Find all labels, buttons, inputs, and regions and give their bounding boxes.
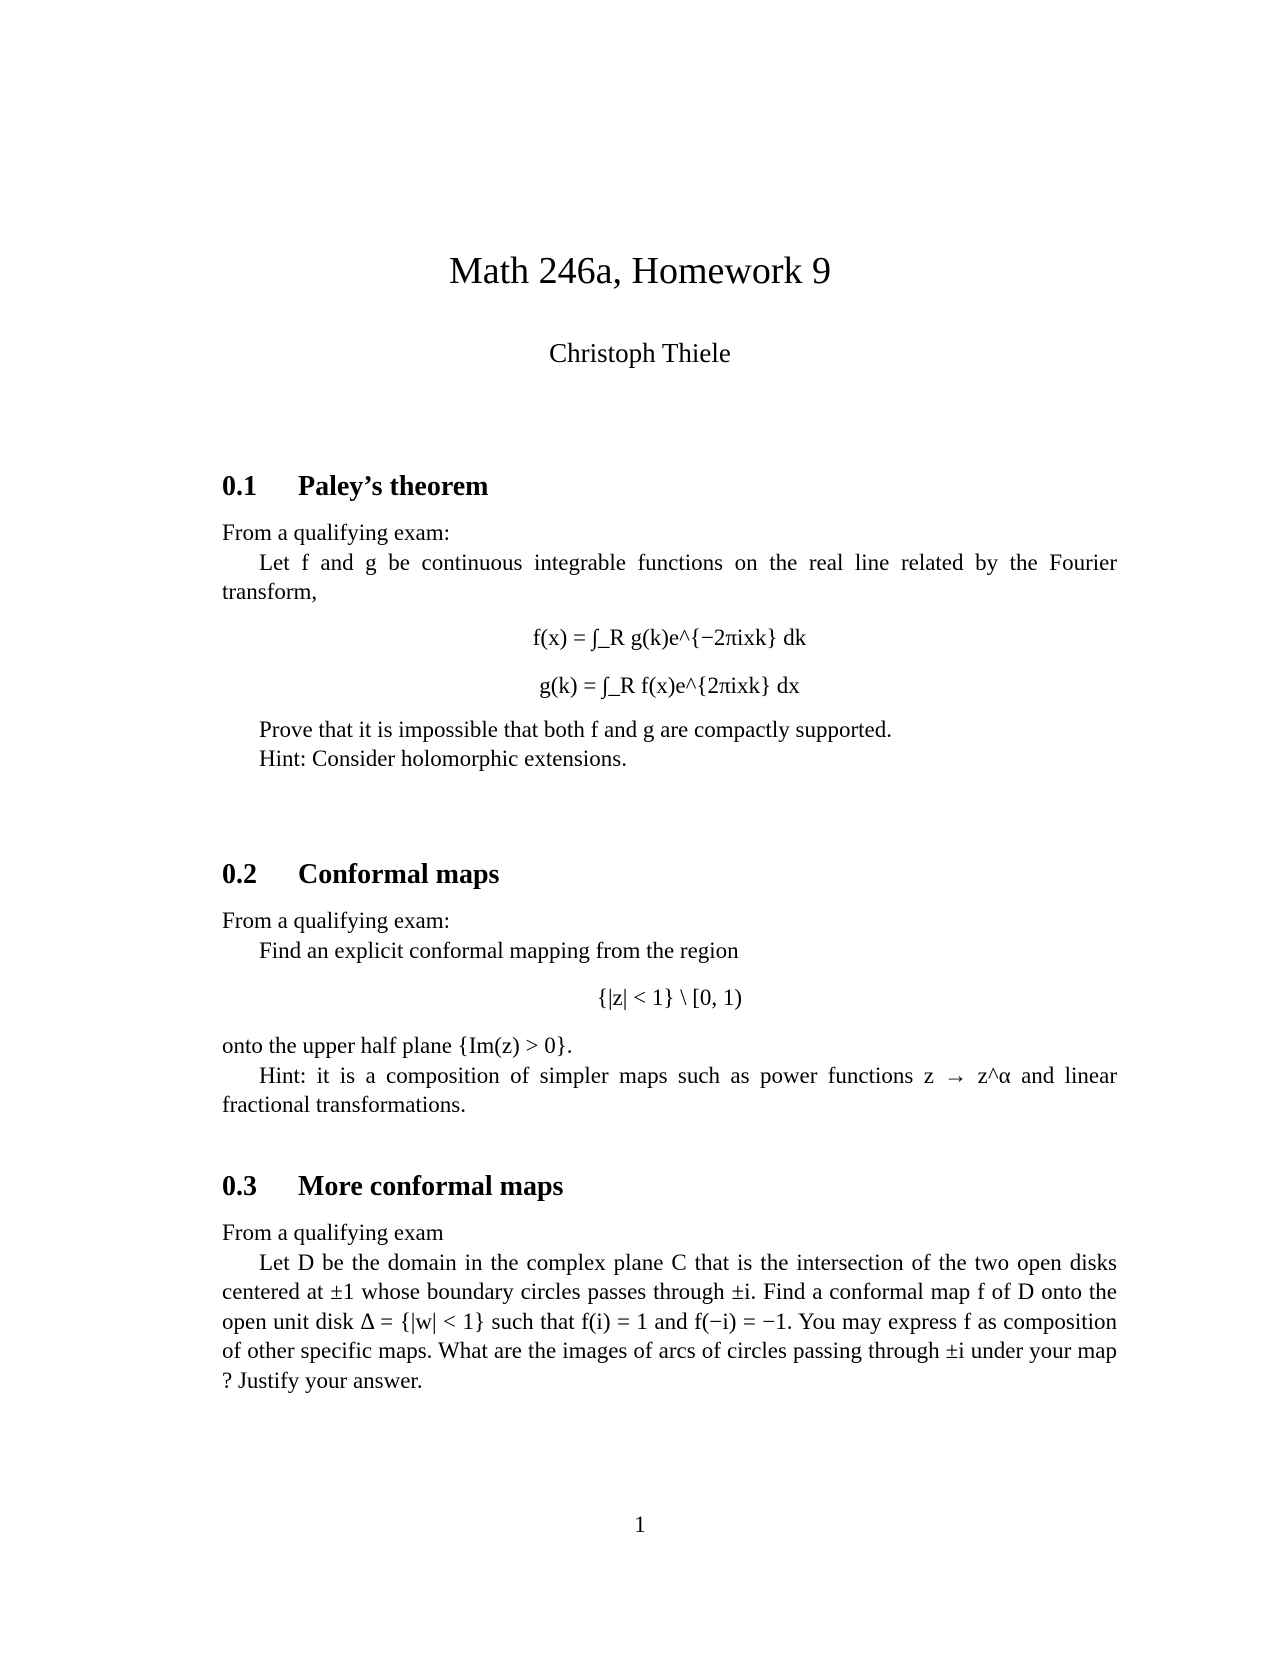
- section-title: Paley’s theorem: [298, 471, 489, 502]
- intro-text: From a qualifying exam:: [222, 520, 451, 545]
- page-number: 1: [634, 1512, 646, 1537]
- equation-fourier-f: f(x) = ∫_R g(k)e^{−2πixk} dk: [532, 624, 807, 650]
- intro-text: From a qualifying exam:: [222, 908, 451, 933]
- section-number: 0.3: [222, 1171, 257, 1202]
- section-number: 0.2: [222, 859, 257, 890]
- problem-text: Find an explicit conformal mapping from the region: [259, 937, 739, 963]
- section-more-conformal-maps: [222, 1170, 1117, 1395]
- section-heading: [222, 1170, 1117, 1204]
- intro-text: From a qualifying exam: [222, 1220, 444, 1245]
- section-paleys-theorem: [222, 470, 1117, 774]
- equation-fourier-g: g(k) = ∫_R f(x)e^{2πixk} dx: [539, 672, 800, 698]
- section-title: Conformal maps: [298, 859, 500, 890]
- document-author: Christoph Thiele: [549, 338, 731, 368]
- section-conformal-maps: [222, 858, 1117, 1120]
- section-title: More conformal maps: [298, 1171, 564, 1202]
- problem-text-continued: onto the upper half plane {Im(z) > 0}.: [222, 1033, 573, 1058]
- section-number: 0.1: [222, 471, 257, 502]
- equation-region: {|z| < 1} \ [0, 1): [596, 985, 743, 1010]
- section-heading: [222, 858, 1117, 892]
- problem-text: Let D be the domain in the complex plane C that is the intersection of the two open disks centered at ±1 whose boundary circles passes through ±i. Find a conformal map f of D onto the open unit disk Δ = {|w| < 1} such that f(i) = 1 and f(−i) = −1. You may express f as composition of other specific maps. What are the images of arcs of circles passing through ±i under your map ? Justify your answer.: [222, 1249, 1117, 1393]
- hint-text: Hint: it is a composition of simpler maps such as power functions z → z^α and linear fractional transformations.: [222, 1062, 1117, 1117]
- problem-text: Let f and g be continuous integrable functions on the real line related by the Fourier transform,: [222, 549, 1117, 604]
- problem-statement: Prove that it is impossible that both f and g are compactly supported.: [259, 716, 893, 742]
- hint-text: Hint: Consider holomorphic extensions.: [259, 746, 627, 771]
- document-title: Math 246a, Homework 9: [448, 250, 832, 292]
- section-heading: [222, 470, 1117, 504]
